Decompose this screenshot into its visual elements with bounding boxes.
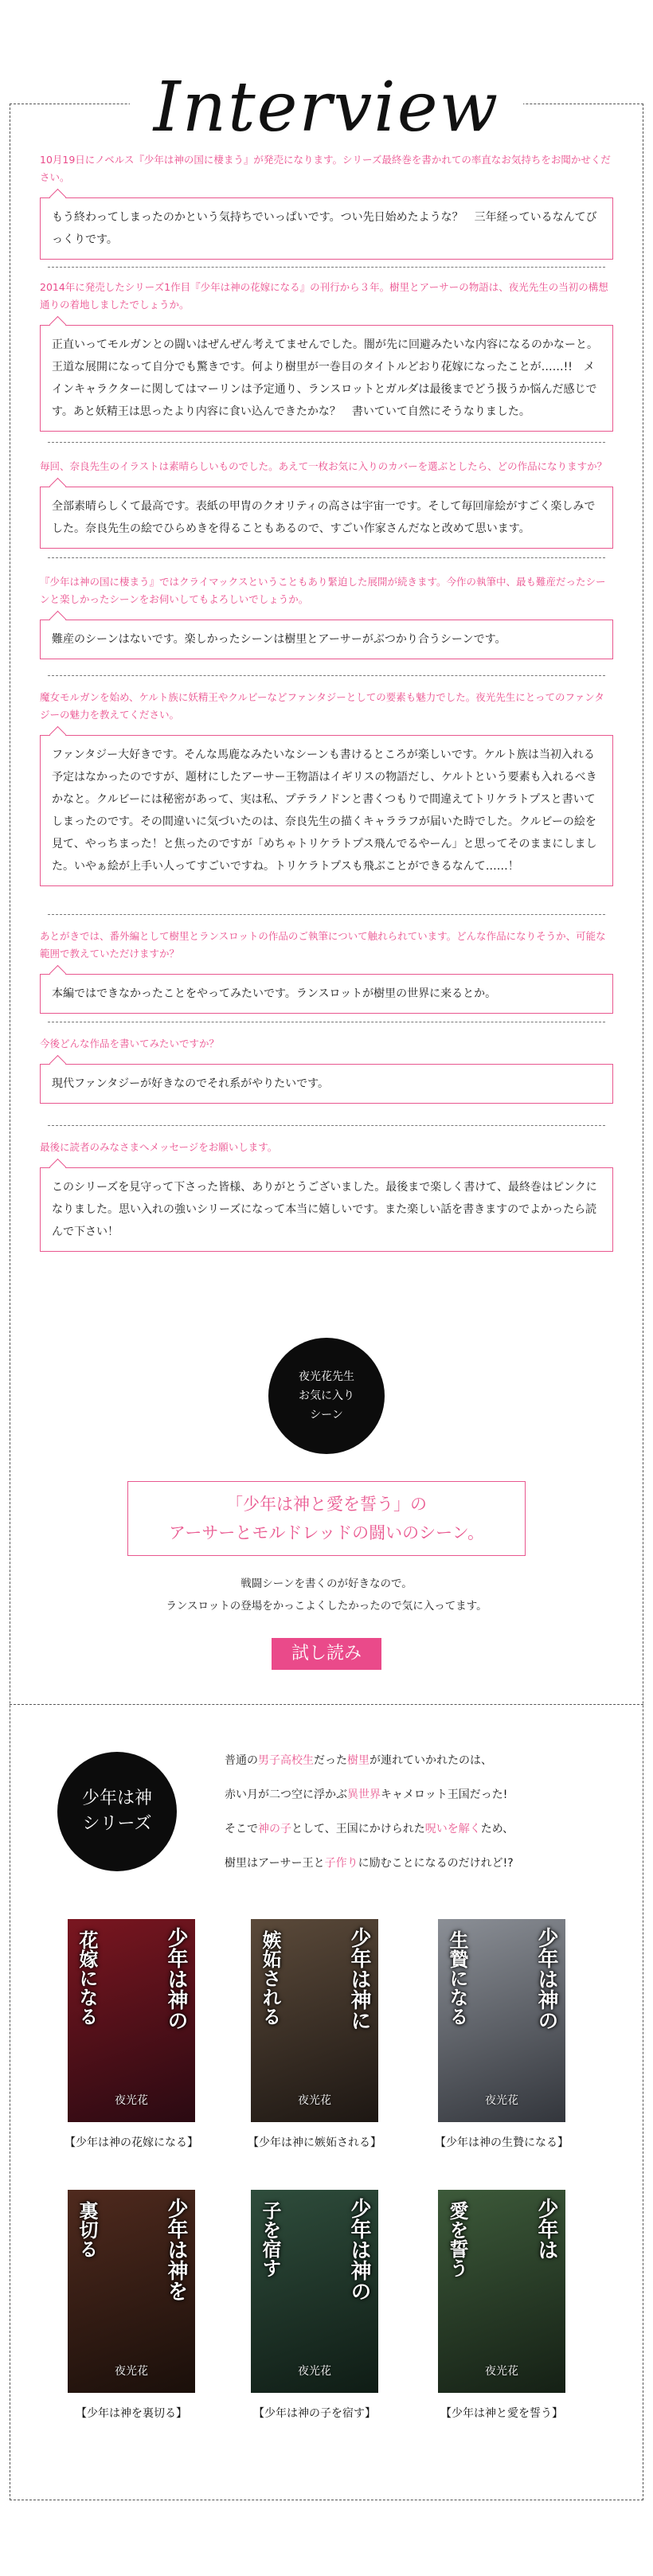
trial-read-button[interactable]: 試し読み xyxy=(272,1638,381,1670)
interview-question: 10月19日にノベルス『少年は神の国に棲まう』が発売になります。シリーズ最終巻を書かれての率直なお気持ちをお聞かせください。 xyxy=(40,154,611,183)
cover-author: 夜光花 xyxy=(485,2365,518,2378)
title-wrap xyxy=(0,64,653,151)
synopsis-text: 赤い月が二つ空に浮かぶ xyxy=(225,1788,347,1801)
synopsis-keyword: 樹里 xyxy=(347,1754,370,1767)
qa-block xyxy=(40,1035,613,1104)
qa-divider xyxy=(48,442,605,443)
cover-series-label: 少年は神の xyxy=(347,2198,371,2301)
cover-sub-label: 生贄になる xyxy=(446,1930,468,2026)
qa-divider xyxy=(48,1125,605,1126)
book-title[interactable]: 【少年は神と愛を誓う】 xyxy=(440,2407,563,2420)
synopsis-keyword: 異世界 xyxy=(347,1788,381,1801)
favorite-scene-description xyxy=(0,1573,653,1617)
synopsis-text: として、王国にかけられた xyxy=(291,1823,425,1835)
synopsis-text: だった xyxy=(314,1754,347,1767)
scene-title-line: アーサーとモルドレッドの闘いのシーン。 xyxy=(168,1523,485,1542)
qa-divider xyxy=(48,675,605,676)
cover-series-label: 少年は xyxy=(534,2198,558,2260)
interview-answer: 現代ファンタジーが好きなのでそれ系がやりたいです。 xyxy=(40,1064,613,1104)
interview-question: 今後どんな作品を書いてみたいですか？ xyxy=(40,1038,220,1050)
synopsis-text: に励むことになるのだけれど!? xyxy=(358,1857,514,1870)
synopsis-keyword: 神の子 xyxy=(258,1823,291,1835)
interview-question: 魔女モルガンを始め、ケルト族に妖精王やクルビーなどファンタジーとしての要素も魅力でした。夜光先生にとってのファンタジーの魅力を教えてください。 xyxy=(40,691,604,721)
cover-series-label: 少年は神の xyxy=(534,1927,558,2031)
series-badge-line: シリーズ xyxy=(82,1814,152,1834)
book-title[interactable]: 【少年は神の生贄になる】 xyxy=(435,2136,569,2149)
interview-question: あとがきでは、番外編として樹里とランスロットの作品のご執筆について触れられています。どんな作品になりそうか、可能な範囲で教えていただけますか？ xyxy=(40,930,606,960)
synopsis-line xyxy=(225,1778,639,1812)
interview-answer: このシリーズを見守って下さった皆様、ありがとうございました。最後まで楽しく書けて、最終巻はピンクになりました。思い入れの強いシリーズになって本当に嬉しいです。また楽しい話を書きますのでよかったら読んで下さい！ xyxy=(40,1167,613,1252)
book-item[interactable] xyxy=(231,2190,398,2423)
series-synopsis xyxy=(225,1744,639,1881)
interview-question: 最後に読者のみなさまへメッセージをお願いします。 xyxy=(40,1141,278,1153)
description-line: 戦闘シーンを書くのが好きなので。 xyxy=(240,1577,413,1590)
book-title[interactable]: 【少年は神の子を宿す】 xyxy=(253,2407,376,2420)
synopsis-text: ため、 xyxy=(480,1823,514,1835)
cover-series-label: 少年は神を xyxy=(164,2198,188,2301)
synopsis-keyword: 子作り xyxy=(324,1857,358,1870)
badge-line: お気に入り xyxy=(299,1390,354,1402)
section-divider xyxy=(10,1704,643,1705)
series-badge xyxy=(57,1752,177,1871)
book-cover[interactable] xyxy=(438,1919,565,2122)
qa-block xyxy=(40,689,613,886)
scene-title-line: 「少年は神と愛を誓う」の xyxy=(226,1495,427,1514)
book-cover[interactable] xyxy=(68,2190,195,2393)
synopsis-text: 普通の xyxy=(225,1754,258,1767)
qa-block xyxy=(40,458,613,549)
book-item[interactable] xyxy=(48,2190,215,2423)
synopsis-keyword: 呪いを解く xyxy=(424,1823,481,1835)
book-item[interactable] xyxy=(48,1919,215,2152)
cover-author: 夜光花 xyxy=(485,2094,518,2107)
interview-answer: ファンタジー大好きです。そんな馬鹿なみたいなシーンも書けるところが楽しいです。ケルト族は当初入れる予定はなかったのですが、題材にしたアーサー王物語はイギリスの物語だし、ケルトという要素も入れるべきかなと。クルビーには秘密があって、実は私、プテラノドンと書くつもりで間違えてトリケラトプスと書いてしまったのです。その間違いに気づいたのは、奈良先生の描くキャララフが届いた時でした。クルビーの絵を見て、やっちまった！と焦ったのですが「めちゃトリケラトプス飛んでるやーん」と思ってそのままにしました。いやぁ絵が上手い人ってすごいですね。トリケラトプスも飛ぶことができるなんて……！ xyxy=(40,735,613,886)
interview-question: 2014年に発売したシリーズ1作目『少年は神の花嫁になる』の刊行から３年。樹里とアーサーの物語は、夜光先生の当初の構想通りの着地しましたでしょうか。 xyxy=(40,281,608,311)
qa-divider xyxy=(48,557,605,558)
qa-block xyxy=(40,1139,613,1252)
synopsis-line xyxy=(225,1812,639,1847)
book-title[interactable]: 【少年は神に嫉妬される】 xyxy=(248,2136,381,2149)
book-cover[interactable] xyxy=(438,2190,565,2393)
synopsis-line xyxy=(225,1847,639,1881)
book-item[interactable] xyxy=(231,1919,398,2152)
favorite-scene-badge xyxy=(268,1338,385,1454)
page-title: Interview xyxy=(130,64,524,151)
book-item[interactable] xyxy=(418,1919,585,2152)
badge-line: 夜光花先生 xyxy=(299,1370,354,1383)
qa-block xyxy=(40,573,613,659)
cover-sub-label: 子を宿す xyxy=(259,2201,281,2277)
cover-series-label: 少年は神の xyxy=(164,1927,188,2031)
cover-author: 夜光花 xyxy=(298,2094,331,2107)
cover-sub-label: 花嫁になる xyxy=(76,1930,98,2026)
synopsis-text: そこで xyxy=(225,1823,258,1835)
interview-answer: 正直いってモルガンとの闘いはぜんぜん考えてませんでした。闇が先に回避みたいな内容になるのかなーと。王道な展開になって自分でも驚きです。何より樹里が一巻目のタイトルどおり花嫁になったことが……!! メインキャラクターに関してはマーリンは予定通り、ランスロットとガルダは最後までどう扱うか悩んだ感じです。あと妖精王は思ったより内容に食い込んできたかな？ 書いていて自然にそうなりました。 xyxy=(40,325,613,432)
series-badge-line: 少年は神 xyxy=(81,1788,152,1808)
qa-divider xyxy=(48,267,605,268)
qa-block xyxy=(40,928,613,1014)
cover-author: 夜光花 xyxy=(115,2094,148,2107)
interview-answer: 難産のシーンはないです。楽しかったシーンは樹里とアーサーがぶつかり合うシーンです。 xyxy=(40,620,613,659)
qa-divider xyxy=(48,914,605,915)
description-line: ランスロットの登場をかっこよくしたかったので気に入ってます。 xyxy=(166,1600,487,1612)
qa-block xyxy=(40,279,613,432)
book-title[interactable]: 【少年は神を裏切る】 xyxy=(76,2407,187,2420)
book-title[interactable]: 【少年は神の花嫁になる】 xyxy=(65,2136,198,2149)
cover-author: 夜光花 xyxy=(115,2365,148,2378)
cover-sub-label: 愛を誓う xyxy=(446,2201,468,2277)
synopsis-text: キャメロット王国だった! xyxy=(381,1788,508,1801)
book-item[interactable] xyxy=(418,2190,585,2423)
synopsis-text: が連れていかれたのは、 xyxy=(370,1754,492,1767)
interview-question: 『少年は神の国に棲まう』ではクライマックスということもあり緊迫した展開が続きます。今作の執筆中、最も難産だったシーンと楽しかったシーンをお伺いしてもよろしいでしょうか。 xyxy=(40,576,606,605)
cover-sub-label: 嫉妬される xyxy=(259,1930,281,2026)
cover-sub-label: 裏切る xyxy=(76,2201,98,2258)
book-cover[interactable] xyxy=(251,1919,378,2122)
synopsis-keyword: 男子高校生 xyxy=(258,1754,314,1767)
book-cover[interactable] xyxy=(251,2190,378,2393)
interview-answer: 全部素晴らしくて最高です。表紙の甲冑のクオリティの高さは宇宙一です。そして毎回扉絵がすごく楽しみでした。奈良先生の絵でひらめきを得ることもあるので、すごい作家さんだなと改めて思います。 xyxy=(40,487,613,549)
badge-line: シーン xyxy=(310,1409,343,1421)
synopsis-text: 樹里はアーサー王と xyxy=(225,1857,325,1870)
interview-question: 毎回、奈良先生のイラストは素晴らしいものでした。あえて一枚お気に入りのカバーを選ぶとしたら、どの作品になりますか？ xyxy=(40,460,608,472)
favorite-scene-title xyxy=(127,1481,526,1556)
interview-answer: 本編ではできなかったことをやってみたいです。ランスロットが樹里の世界に来るとか。 xyxy=(40,974,613,1014)
book-cover[interactable] xyxy=(68,1919,195,2122)
interview-answer: もう終わってしまったのかという気持ちでいっぱいです。つい先日始めたような？ 三年経っているなんてびっくりです。 xyxy=(40,197,613,260)
cover-author: 夜光花 xyxy=(298,2365,331,2378)
synopsis-line xyxy=(225,1744,639,1778)
qa-block xyxy=(40,151,613,260)
cover-series-label: 少年は神に xyxy=(347,1927,371,2031)
